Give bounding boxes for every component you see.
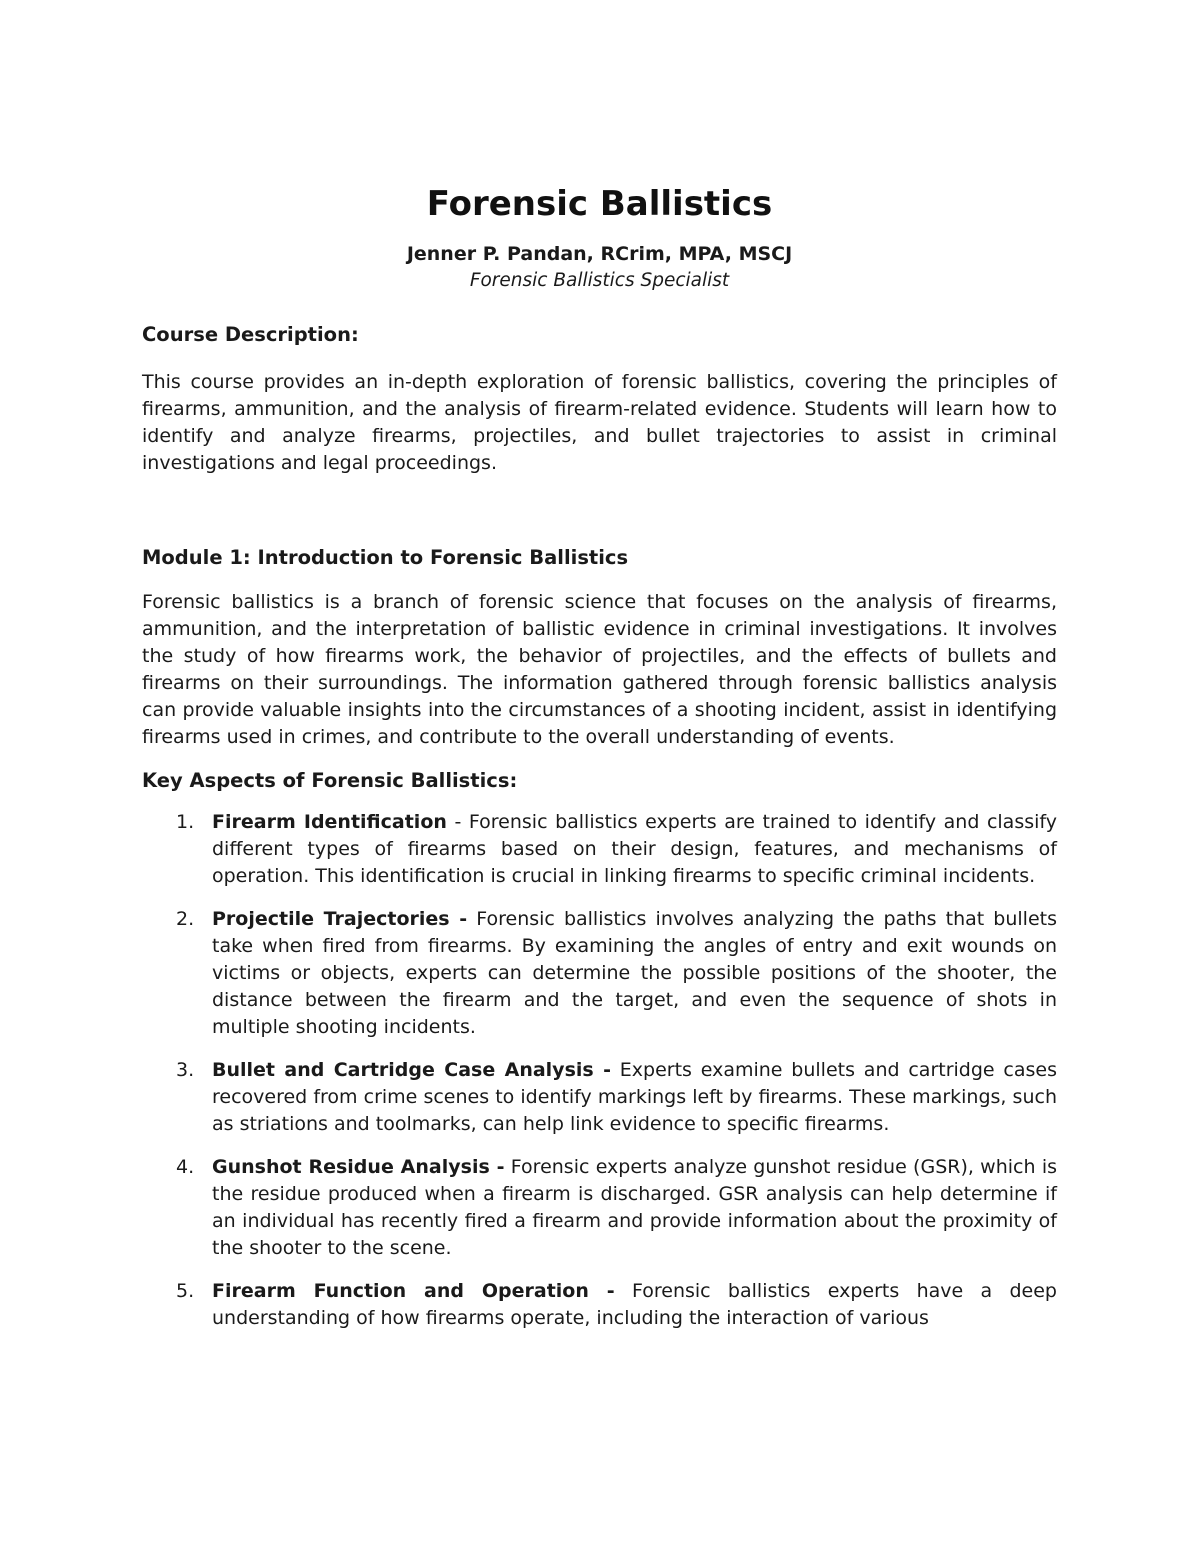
course-description-heading: Course Description: [142,323,359,346]
list-item-term: Bullet and Cartridge Case Analysis - [212,1059,611,1081]
list-item-text: - Forensic ballistics experts are trained to identify and classify different types of firearms based on their design, features, and mechanisms of operation. This identification is crucial in linking firearms to specific criminal incidents. [212,811,1057,887]
list-item-text: Experts examine bullets and cartridge cases recovered from crime scenes to identify markings left by firearms. These markings, such as striations and toolmarks, can help link evidence to specific firearms. [212,1059,1057,1135]
list-item-term: Gunshot Residue Analysis - [212,1156,505,1178]
module-1-heading: Module 1: Introduction to Forensic Ballistics [142,546,629,569]
list-item-firearm-identification [142,809,1057,890]
document-page [142,180,1057,1348]
list-item-term: Firearm Identification [212,811,447,833]
list-item-term: Firearm Function and Operation - [212,1280,615,1302]
list-item-gunshot-residue-analysis [142,1154,1057,1262]
list-number: 5. [176,1280,195,1302]
document-title: Forensic Ballistics [426,184,773,224]
key-aspects-heading: Key Aspects of Forensic Ballistics: [142,769,518,792]
key-aspects-list [142,809,1057,1332]
course-description-text: This course provides an in-depth exploration of forensic ballistics, covering the principles of firearms, ammunition, and the analysis of firearm-related evidence. Students will learn how to identify and analyze firearms, projectiles, and bullet trajectories to assist in criminal investigations and legal proceedings. [142,371,1057,474]
list-number: 2. [176,908,195,930]
list-item-text: Forensic experts analyze gunshot residue (GSR), which is the residue produced when a firearm is discharged. GSR analysis can help determine if an individual has recently fired a firearm and provide information about the proximity of the shooter to the scene. [212,1156,1057,1259]
list-number: 3. [176,1059,195,1081]
list-number: 4. [176,1156,195,1178]
module-1-text: Forensic ballistics is a branch of forensic science that focuses on the analysis of firearms, ammunition, and the interpretation of ballistic evidence in criminal investigations. It involves the study of how firearms work, the behavior of projectiles, and the effects of bullets and firearms on their surroundings. The information gathered through forensic ballistics analysis can provide valuable insights into the circumstances of a shooting incident, assist in identifying firearms used in crimes, and contribute to the overall understanding of events. [142,591,1057,748]
list-item-bullet-cartridge-analysis [142,1057,1057,1138]
list-item-text: Forensic ballistics involves analyzing the paths that bullets take when fired from firearms. By examining the angles of entry and exit wounds on victims or objects, experts can determine the possible positions of the shooter, the distance between the firearm and the target, and even the sequence of shots in multiple shooting incidents. [212,908,1058,1038]
author-role: Forensic Ballistics Specialist [469,270,730,291]
list-number: 1. [176,811,195,833]
list-item-firearm-function-operation [142,1278,1057,1332]
list-item-text: Forensic ballistics experts have a deep understanding of how firearms operate, including the interaction of various [212,1280,1057,1329]
author-name: Jenner P. Pandan, RCrim, MPA, MSCJ [406,243,793,265]
list-item-projectile-trajectories [142,906,1057,1041]
list-item-term: Projectile Trajectories - [212,908,468,930]
